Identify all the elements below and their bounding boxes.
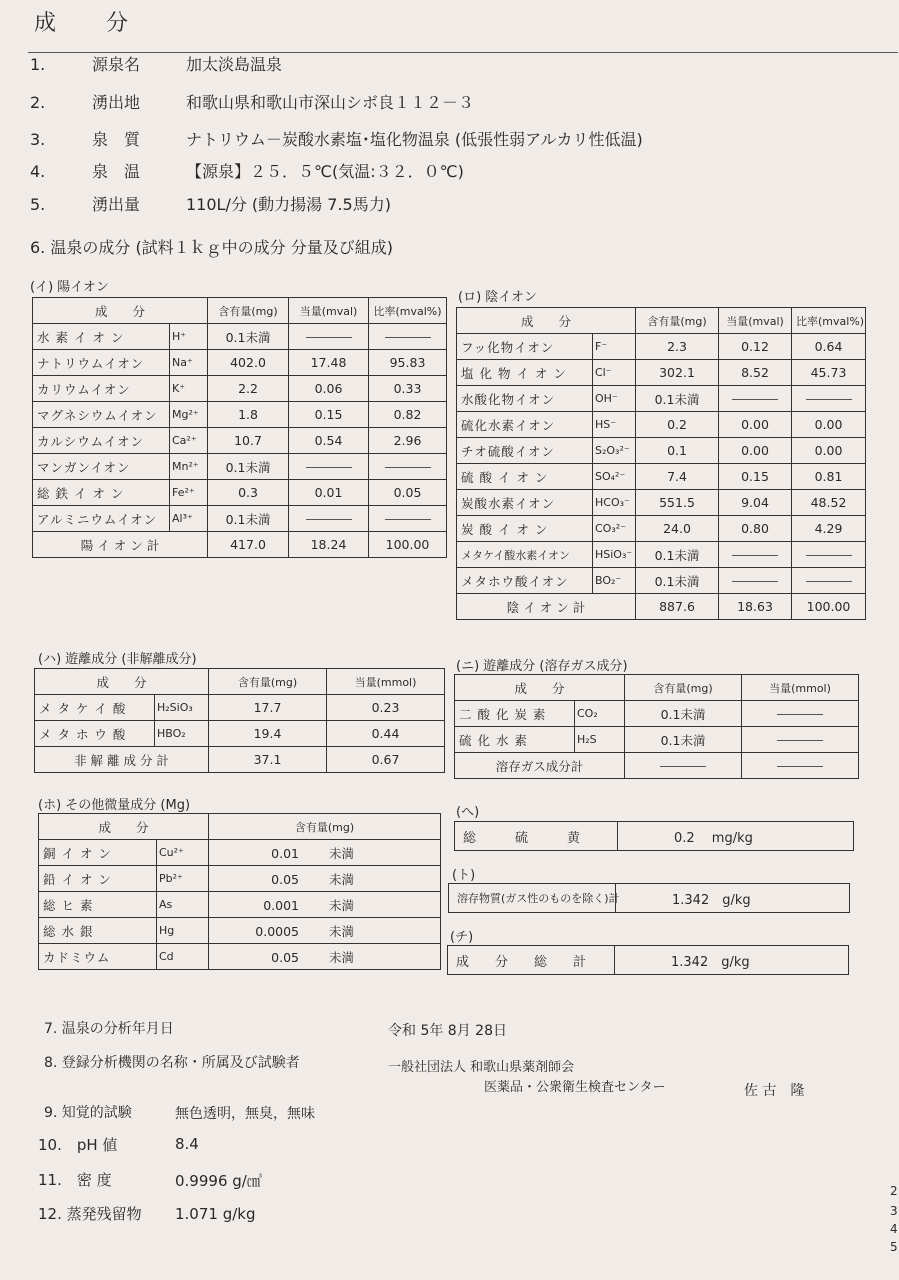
item-temperature: 4. 泉 温 【源泉】２５．５℃(気温:３２．０℃) [30,162,464,181]
margin-digit: 3 [890,1204,898,1218]
dash-mark [732,555,778,556]
anion-section-label: (ロ) 陰イオン [458,290,537,305]
dash-mark [306,519,352,520]
dash-mark [306,467,352,468]
nondissoc-header-row: 成 分 含有量(mg) 当量(mmol) [35,669,445,695]
item-lab-person: 佐 古 隆 [744,1083,805,1099]
dash-mark [806,399,852,400]
anion-header-row: 成 分 含有量(mg) 当量(mval) 比率(mval%) [457,308,866,334]
item-sensory-value: 無色透明，無臭，無味 [175,1106,315,1122]
table-row: カリウムイオン K⁺ 2.2 0.06 0.33 [33,376,447,402]
table-row: メ タ ケ イ 酸 H₂SiO₃ 17.7 0.23 [35,695,445,721]
gas-section-label: (ニ) 遊離成分 (溶存ガス成分) [456,659,628,674]
item-density-value: 0.9996 g/㎤ [175,1172,262,1190]
dash-mark [806,555,852,556]
dissolved-matter-box: 溶存物質(ガス性のものを除く)計 1.342 g/kg [448,883,850,913]
trace-header-row: 成 分 含有量(mg) [39,814,441,840]
nondissoc-table [34,668,445,773]
margin-digit: 4 [890,1222,898,1236]
table-row: カルシウムイオン Ca²⁺ 10.7 0.54 2.96 [33,428,447,454]
dash-mark [777,714,823,715]
item-analysis-date-label: 7. 温泉の分析年月日 [44,1021,174,1037]
trace-section-label: (ホ) その他微量成分 (Mg) [38,798,191,813]
table-row: 炭酸水素イオン HCO₃⁻ 551.5 9.04 48.52 [457,490,866,516]
item-flow-rate: 5. 湧出量 110L/分 (動力揚湯 7.5馬力) [30,195,391,214]
item-ph-value: 8.4 [175,1135,199,1153]
cation-section-label: (イ) 陽イオン [30,280,109,295]
item-spring-name: 1. 源泉名 加太淡島温泉 [30,55,283,74]
item-lab-org1: 一般社団法人 和歌山県薬剤師会 [388,1060,575,1075]
table-row: 炭 酸 イ オ ン CO₃²⁻ 24.0 0.80 4.29 [457,516,866,542]
table-row: 硫化水素イオン HS⁻ 0.2 0.00 0.00 [457,412,866,438]
table-row: メ タ ホ ウ 酸 HBO₂ 19.4 0.44 [35,721,445,747]
table-row: 銅 イ オ ン Cu²⁺ 0.01 未満 [39,840,441,866]
table-row: ナトリウムイオン Na⁺ 402.0 17.48 95.83 [33,350,447,376]
to-section-label: (ト) [452,868,476,883]
section-6-heading: 6. 温泉の成分 (試料１ｋｇ中の成分 分量及び組成) [30,238,394,257]
dash-mark [806,581,852,582]
item-spring-quality: 3. 泉 質 ナトリウム－炭酸水素塩･塩化物温泉 (低張性弱アルカリ性低温) [30,130,643,149]
table-row: 鉛 イ オ ン Pb²⁺ 0.05 未満 [39,866,441,892]
total-sulfur-box: 総 硫 黄 0.2 mg/kg [454,821,854,851]
table-row: マンガンイオン Mn²⁺ 0.1未満 [33,454,447,480]
margin-digit: 2 [890,1184,898,1198]
chi-section-label: (チ) [450,930,474,945]
table-row: 総 ヒ 素 As 0.001 未満 [39,892,441,918]
table-row: 水 素 イ オ ン H⁺ 0.1未満 [33,324,447,350]
dash-mark [385,337,431,338]
trace-table [38,813,441,970]
nondissoc-total-row: 非 解 離 成 分 計 37.1 0.67 [35,747,445,773]
dash-mark [777,740,823,741]
item-lab-org2: 医薬品・公衆衛生検査センター [484,1080,666,1095]
table-row: 硫 酸 イ オ ン SO₄²⁻ 7.4 0.15 0.81 [457,464,866,490]
item-lab-label: 8. 登録分析機関の名称・所属及び試験者 [44,1055,300,1071]
nondissoc-section-label: (ハ) 遊離成分 (非解離成分) [38,652,197,667]
table-row: メタホウ酸イオン BO₂⁻ 0.1未満 [457,568,866,594]
cation-table [32,297,447,558]
item-evap-residue-label: 12. 蒸発残留物 [38,1205,142,1223]
table-row: 二 酸 化 炭 素 CO₂ 0.1未満 [455,701,859,727]
cation-total-row: 陽 イ オ ン 計 417.0 18.24 100.00 [33,532,447,558]
table-row: 水酸化物イオン OH⁻ 0.1未満 [457,386,866,412]
item-ph-label: 10. pH 値 [38,1136,118,1154]
dash-mark [385,519,431,520]
page-title: 成 分 [34,11,131,36]
item-analysis-date-value: 令和 5年 8月 28日 [388,1023,507,1039]
item-location: 2. 湧出地 和歌山県和歌山市深山シボ良１１２－３ [30,93,475,112]
dash-mark [732,399,778,400]
item-sensory-label: 9. 知覚的試験 [44,1105,132,1121]
anion-total-row: 陰 イ オ ン 計 887.6 18.63 100.00 [457,594,866,620]
total-components-box: 成 分 総 計 1.342 g/kg [447,945,849,975]
table-row: 塩 化 物 イ オ ン Cl⁻ 302.1 8.52 45.73 [457,360,866,386]
gas-table [454,674,859,779]
cation-header-row: 成 分 含有量(mg) 当量(mval) 比率(mval%) [33,298,447,324]
item-evap-residue-value: 1.071 g/kg [175,1205,256,1223]
table-row: 硫 化 水 素 H₂S 0.1未満 [455,727,859,753]
table-row: 総 水 銀 Hg 0.0005 未満 [39,918,441,944]
dash-mark [385,467,431,468]
table-row: マグネシウムイオン Mg²⁺ 1.8 0.15 0.82 [33,402,447,428]
dash-mark [306,337,352,338]
he-section-label: (へ) [456,805,480,820]
dash-mark [660,766,706,767]
table-row: メタケイ酸水素イオン HSiO₃⁻ 0.1未満 [457,542,866,568]
dash-mark [777,766,823,767]
margin-digit: 5 [890,1240,898,1254]
item-density-label: 11. 密 度 [38,1171,112,1189]
anion-table [456,307,866,620]
table-row: フッ化物イオン F⁻ 2.3 0.12 0.64 [457,334,866,360]
table-row: カドミウム Cd 0.05 未満 [39,944,441,970]
gas-header-row: 成 分 含有量(mg) 当量(mmol) [455,675,859,701]
dash-mark [732,581,778,582]
table-row: チオ硫酸イオン S₂O₃²⁻ 0.1 0.00 0.00 [457,438,866,464]
table-row: アルミニウムイオン Al³⁺ 0.1未満 [33,506,447,532]
table-row: 総 鉄 イ オ ン Fe²⁺ 0.3 0.01 0.05 [33,480,447,506]
gas-total-row: 溶存ガス成分計 [455,753,859,779]
